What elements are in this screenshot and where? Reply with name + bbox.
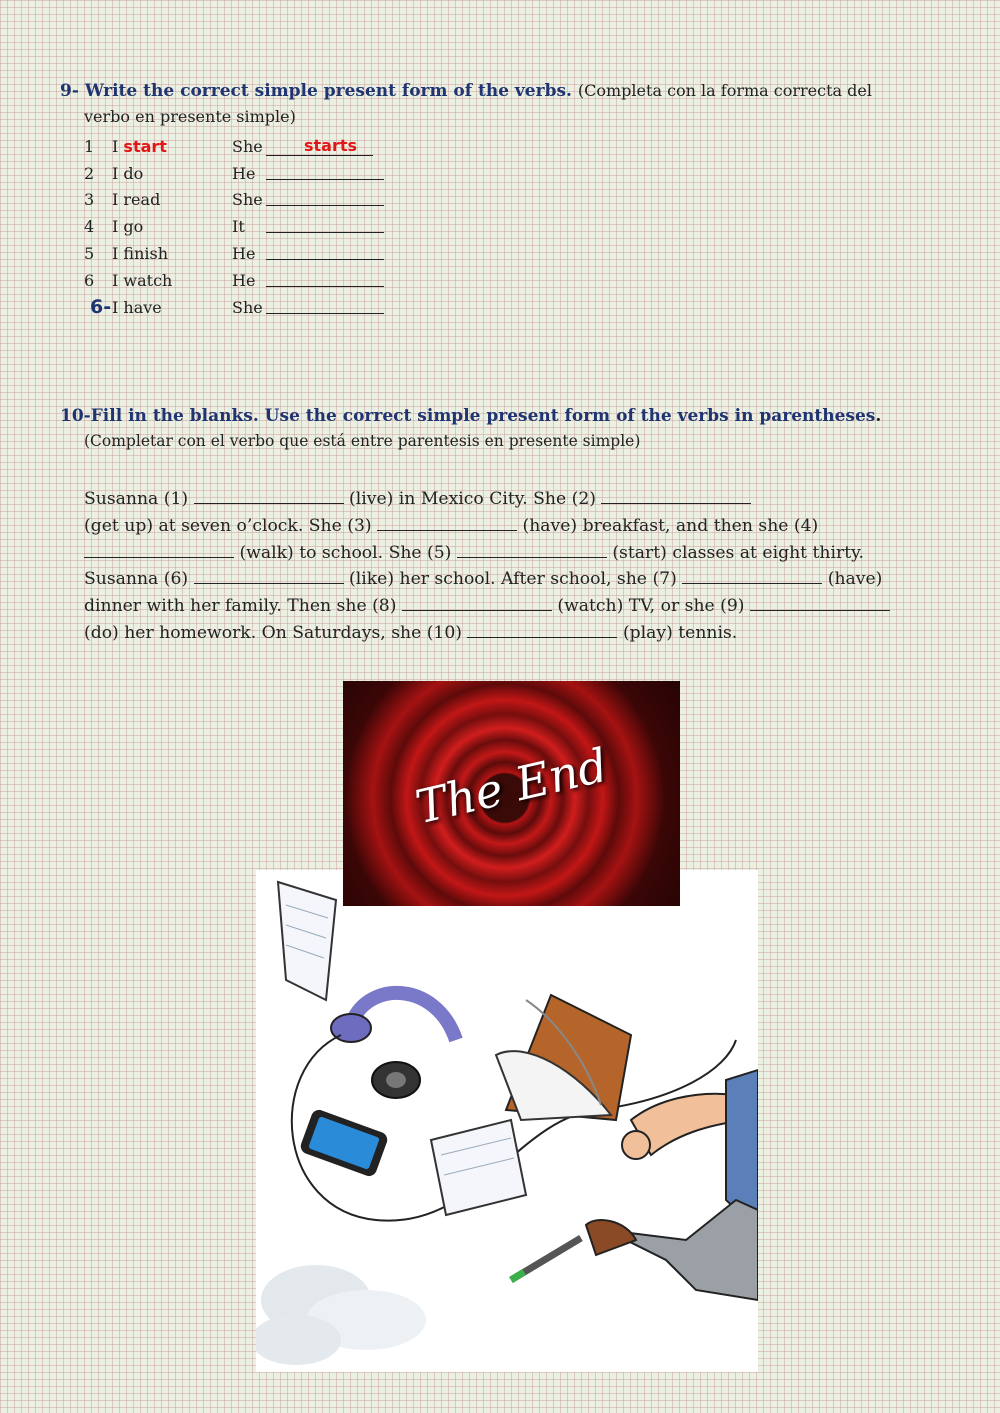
pronoun: He bbox=[232, 163, 256, 183]
base-pronoun: I bbox=[112, 136, 119, 156]
gap-1[interactable] bbox=[194, 487, 344, 504]
smartphone-icon bbox=[299, 1108, 390, 1179]
pen-icon bbox=[511, 1238, 581, 1280]
flying-paper-icon bbox=[431, 1120, 526, 1215]
pronoun: He bbox=[232, 244, 256, 264]
answer-blank[interactable] bbox=[266, 189, 384, 206]
dust-cloud bbox=[256, 1265, 426, 1365]
headphones-icon bbox=[331, 993, 456, 1098]
pronoun: He bbox=[232, 270, 256, 290]
example-answer: starts bbox=[304, 136, 358, 156]
row-number: 5 bbox=[84, 244, 95, 264]
base-verb: I have bbox=[112, 297, 162, 317]
example-base-verb: start bbox=[123, 136, 167, 156]
paragraph-text: Susanna (1) bbox=[84, 489, 189, 509]
paragraph-text: (walk) to school. She (5) bbox=[239, 542, 452, 563]
verb-row bbox=[84, 133, 384, 160]
illustration-svg bbox=[256, 870, 758, 1372]
row-number: 3 bbox=[84, 190, 95, 210]
section-10-note: (Completar con el verbo que está entre parentesis en presente simple) bbox=[84, 432, 641, 450]
gap-2[interactable] bbox=[601, 487, 751, 504]
verb-row bbox=[84, 160, 384, 187]
pronoun: She bbox=[232, 136, 263, 156]
paragraph-text: (have) breakfast, and then she (4) bbox=[522, 515, 819, 536]
gap-5[interactable] bbox=[457, 541, 607, 558]
gap-8[interactable] bbox=[402, 594, 552, 611]
row-number: 4 bbox=[84, 217, 95, 237]
answer-blank[interactable] bbox=[266, 297, 384, 314]
row-number: 6 bbox=[84, 270, 95, 290]
gap-4[interactable] bbox=[84, 541, 234, 558]
verb-row bbox=[84, 240, 384, 267]
answer-blank[interactable] bbox=[266, 270, 384, 287]
section-10 bbox=[60, 404, 940, 454]
paragraph-text: (like) her school. After school, she (7) bbox=[349, 569, 677, 590]
notebook-icon bbox=[496, 995, 631, 1120]
pronoun: It bbox=[232, 217, 245, 237]
base-verb: I do bbox=[112, 163, 144, 183]
paragraph-text: Susanna (6) bbox=[84, 569, 189, 590]
base-verb: I finish bbox=[112, 244, 169, 264]
gap-10[interactable] bbox=[467, 621, 617, 638]
base-verb: I watch bbox=[112, 270, 173, 290]
verb-row bbox=[84, 187, 384, 214]
answer-blank[interactable] bbox=[266, 243, 384, 260]
section-9-title: Write the correct simple present form of the verbs. bbox=[84, 81, 572, 101]
fill-in-paragraph bbox=[84, 486, 934, 647]
row-number: 6- bbox=[90, 296, 112, 319]
the-end-image bbox=[343, 681, 680, 906]
row-number: 1 bbox=[84, 136, 95, 156]
gap-9[interactable] bbox=[750, 594, 890, 611]
flying-paper-icon bbox=[278, 882, 336, 1000]
section-9-note-cont: verbo en presente simple) bbox=[84, 107, 296, 126]
verb-row bbox=[84, 294, 384, 321]
section-9-number: 9- bbox=[60, 81, 79, 101]
pronoun: She bbox=[232, 297, 263, 317]
section-9 bbox=[60, 78, 940, 129]
row-number: 2 bbox=[84, 163, 95, 183]
answer-cell bbox=[266, 133, 384, 160]
verb-table bbox=[84, 133, 384, 321]
gap-3[interactable] bbox=[377, 514, 517, 531]
base-verb: I go bbox=[112, 217, 144, 237]
gap-7[interactable] bbox=[682, 567, 822, 584]
gap-6[interactable] bbox=[194, 567, 344, 584]
paragraph-text: (live) in Mexico City. She (2) bbox=[349, 489, 596, 509]
base-verb: I read bbox=[112, 190, 161, 210]
paragraph-text: (watch) TV, or she (9) bbox=[557, 596, 745, 617]
verb-row bbox=[84, 213, 384, 240]
section-10-number: 10- bbox=[60, 406, 91, 426]
paragraph-text: (get up) at seven o’clock. She (3) bbox=[84, 515, 372, 536]
section-10-heading bbox=[60, 404, 940, 429]
answer-blank[interactable] bbox=[266, 216, 384, 233]
section-9-heading bbox=[60, 78, 940, 104]
paragraph-text: dinner with her family. Then she (8) bbox=[84, 596, 397, 617]
paragraph-text: (do) her homework. On Saturdays, she (10) bbox=[84, 622, 462, 643]
pronoun: She bbox=[232, 190, 263, 210]
student-running-illustration bbox=[256, 870, 758, 1372]
verb-row bbox=[84, 267, 384, 294]
section-10-title-period: . bbox=[875, 406, 882, 426]
the-end-text: The End bbox=[410, 737, 613, 835]
answer-blank[interactable] bbox=[266, 163, 384, 180]
base-verb bbox=[112, 133, 232, 160]
paragraph-text: (start) classes at eight thirty. bbox=[612, 542, 864, 563]
paragraph-text: (have) bbox=[827, 569, 883, 590]
paragraph-text: (play) tennis. bbox=[622, 622, 738, 643]
section-9-note: (Completa con la forma correcta del bbox=[577, 81, 872, 100]
section-10-title: Fill in the blanks. Use the correct simple present form of the verbs in parentheses bbox=[90, 406, 876, 426]
